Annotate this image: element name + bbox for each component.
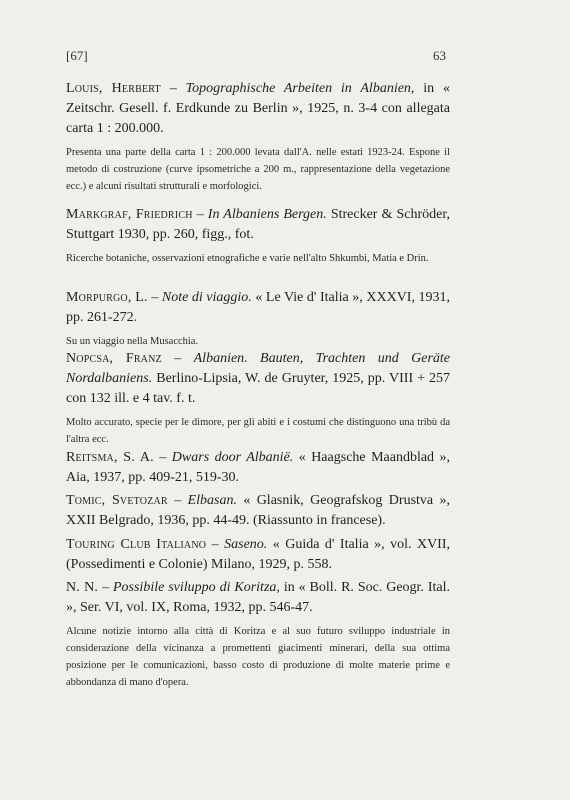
bibliography-entry — [66, 349, 450, 448]
entry-author: Louis, Herbert — [66, 81, 161, 96]
entry-note: Su un viaggio nella Musacchia. — [66, 336, 199, 347]
entry-title: Topographische Arbeiten in Albanien, — [185, 81, 415, 96]
entry-title: Elbasan. — [187, 493, 237, 508]
entry-main: Morpurgo, L. – Note di viaggio. « Le Vie d' Italia », XXXVI, 1931, pp. 261-272. — [66, 290, 451, 325]
entry-author: N. N. — [66, 580, 99, 595]
entry-title: Dwars door Albanië. — [171, 450, 294, 465]
entry-details: in « Boll. R. Soc. Geogr. Ital. », Ser. VI, vol. IX, Roma, 1932, pp. 546-47. — [66, 580, 451, 615]
entry-title: Possibile sviluppo di Koritza, — [112, 580, 280, 595]
entry-title: In Albaniens Bergen. — [207, 207, 327, 222]
entry-note: Alcune notizie intorno alla città di Koritza e al suo futuro sviluppo industriale in considerazione della vicinanza a promettenti giacimenti minerari, della sua ottima posizione per le comunicazioni, basso costo di produzione di molte materie prime e abbondanza di mano d'opera. — [66, 626, 450, 688]
entry-note: Presenta una parte della carta 1 : 200.000 levata dall'A. nelle estati 1923-24. Espone il metodo di costruzione (curve ipsometriche a 200 m., rappresentazione della vegetazione ecc.) e alcuni risultati strutturali e morfologici. — [66, 147, 450, 192]
entry-main: Tomic, Svetozar – Elbasan. « Glasnik, Geografskog Drustva », XXII Belgrado, 1936, pp. 44-49. (Riassunto in francese). — [66, 493, 451, 528]
entry-title: Albanien. Bauten, Trachten und Geräte Nordalbaniens. — [66, 351, 451, 386]
entry-title: Note di viaggio. — [161, 290, 252, 305]
bibliography-entry — [66, 288, 450, 350]
entry-main: Reitsma, S. A. – Dwars door Albanië. « Haagsche Maandblad », Aia, 1937, pp. 409-21, 519-30. — [66, 450, 450, 485]
entry-author: Reitsma, S. A. — [66, 450, 154, 465]
entry-details: in « Zeitschr. Gesell. f. Erdkunde zu Berlin », 1925, n. 3-4 con allegata carta 1 : 200.000. — [66, 81, 451, 136]
entry-author: Tomic, Svetozar — [66, 493, 168, 508]
page-number: 63 — [433, 48, 446, 63]
entry-title: Saseno. — [224, 537, 268, 552]
entry-details: « Glasnik, Geografskog Drustva », XXII Belgrado, 1936, pp. 44-49. (Riassunto in francese). — [66, 493, 451, 528]
entry-author: Touring Club Italiano — [66, 537, 207, 552]
bibliography-entry — [66, 79, 450, 195]
bibliography-entry — [66, 448, 450, 488]
entry-details: « Guida d' Italia », vol. XVII, (Possedimenti e Colonie) Milano, 1929, p. 558. — [66, 537, 450, 572]
entry-details: Berlino-Lipsia, W. de Gruyter, 1925, pp. VIII + 257 con 132 ill. e 4 tav. f. t. — [66, 371, 451, 406]
entry-note: Molto accurato, specie per le dimore, per gli abiti e i costumi che distinguono una tribù da l'altra ecc. — [66, 417, 450, 445]
bibliography-entry — [66, 205, 450, 267]
page-header-left: [67] — [66, 48, 88, 63]
entry-details: Strecker & Schröder, Stuttgart 1930, pp. 260, figg., fot. — [66, 207, 450, 242]
bibliography-entry — [66, 578, 450, 691]
entry-author: Nopcsa, Franz — [66, 351, 162, 366]
entry-details: « Le Vie d' Italia », XXXVI, 1931, pp. 261-272. — [66, 290, 451, 325]
entry-author: Markgraf, Friedrich — [66, 207, 193, 222]
entry-main: Nopcsa, Franz – Albanien. Bauten, Trachten und Geräte Nordalbaniens. Berlino-Lipsia, W. de Gruyter, 1925, pp. VIII + 257 con 132 ill. e 4 tav. f. t. — [66, 351, 451, 406]
entry-main: Louis, Herbert – Topographische Arbeiten in Albanien, in « Zeitschr. Gesell. f. Erdkunde zu Berlin », 1925, n. 3-4 con allegata carta 1 : 200.000. — [66, 81, 451, 136]
entry-note: Ricerche botaniche, osservazioni etnografiche e varie nell'alto Shkumbi, Matia e Drin. — [66, 253, 429, 264]
entry-details: « Haagsche Maandblad », Aia, 1937, pp. 409-21, 519-30. — [66, 450, 450, 485]
bibliography-entry — [66, 535, 450, 575]
entry-main: Markgraf, Friedrich – In Albaniens Bergen. Strecker & Schröder, Stuttgart 1930, pp. 260, figg., fot. — [66, 207, 450, 242]
entry-main: Touring Club Italiano – Saseno. « Guida d' Italia », vol. XVII, (Possedimenti e Colonie) Milano, 1929, p. 558. — [66, 537, 450, 572]
entry-main: N. N. – Possibile sviluppo di Koritza, in « Boll. R. Soc. Geogr. Ital. », Ser. VI, vol. IX, Roma, 1932, pp. 546-47. — [66, 580, 451, 615]
entry-author: Morpurgo, L. — [66, 290, 148, 305]
bibliography-entry — [66, 491, 450, 531]
